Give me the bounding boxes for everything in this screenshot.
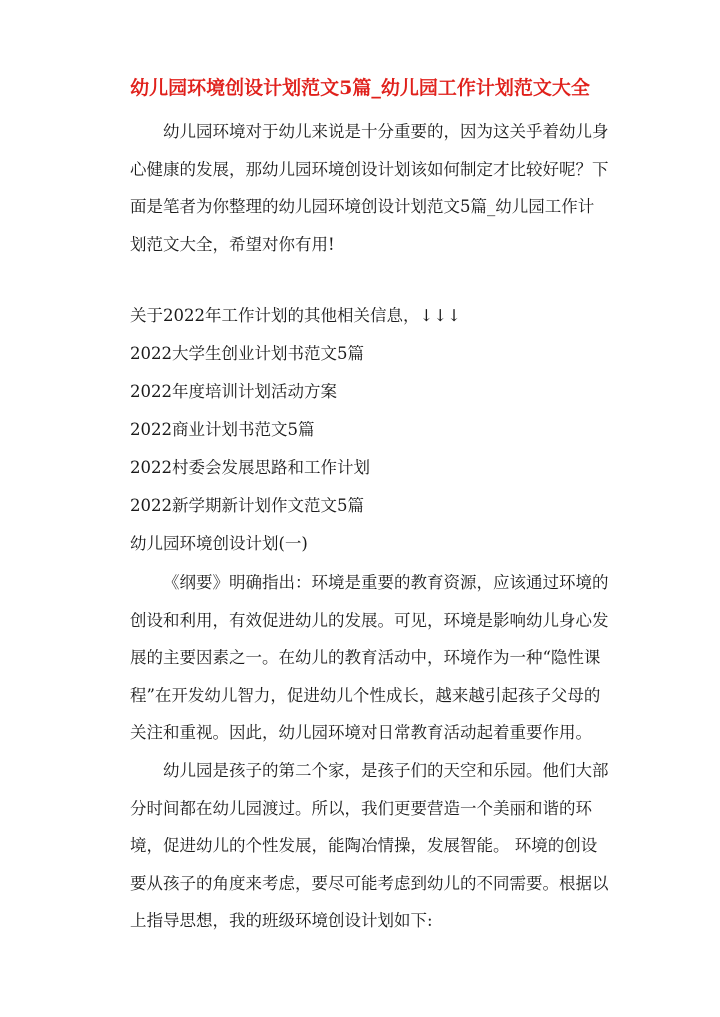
related-info-heading: 关于2022年工作计划的其他相关信息，↓↓↓ — [130, 306, 461, 325]
document-title: 幼儿园环境创设计划范文5篇_幼儿园工作计划范文大全 — [130, 77, 590, 99]
related-link[interactable]: 2022新学期新计划作文范文5篇 — [130, 496, 364, 515]
related-link[interactable]: 2022年度培训计划活动方案 — [130, 382, 337, 401]
intro-paragraph: 幼儿园环境对于幼儿来说是十分重要的，因为这关乎着幼儿身心健康的发展，那幼儿园环境创设计划该如何制定才比较好呢？下面是笔者为你整理的幼儿园环境创设计划范文5篇_幼儿园工作计划范文大全，希望对你有用! — [130, 122, 609, 254]
related-link[interactable]: 2022大学生创业计划书范文5篇 — [130, 344, 364, 363]
section-heading: 幼儿园环境创设计划(一) — [130, 534, 308, 553]
related-link[interactable]: 2022村委会发展思路和工作计划 — [130, 458, 370, 477]
body-paragraph: 幼儿园是孩子的第二个家，是孩子们的天空和乐园。他们大部分时间都在幼儿园渡过。所以，我们更要营造一个美丽和谐的环境，促进幼儿的个性发展，能陶冶情操，发展智能。 环境的创设要从孩子的角度来考虑，要尽可能考虑到幼儿的不同需要。根据以上指导思想，我的班级环境创设计划如下: — [130, 761, 609, 930]
related-link[interactable]: 2022商业计划书范文5篇 — [130, 420, 315, 439]
body-paragraph: 《纲要》明确指出：环境是重要的教育资源，应该通过环境的创设和利用，有效促进幼儿的发展。可见，环境是影响幼儿身心发展的主要因素之一。在幼儿的教育活动中，环境作为一种“隐性课程”在开发幼儿智力，促进幼儿个性成长，越来越引起孩子父母的关注和重视。因此，幼儿园环境对日常教育活动起着重要作用。 — [130, 573, 609, 742]
